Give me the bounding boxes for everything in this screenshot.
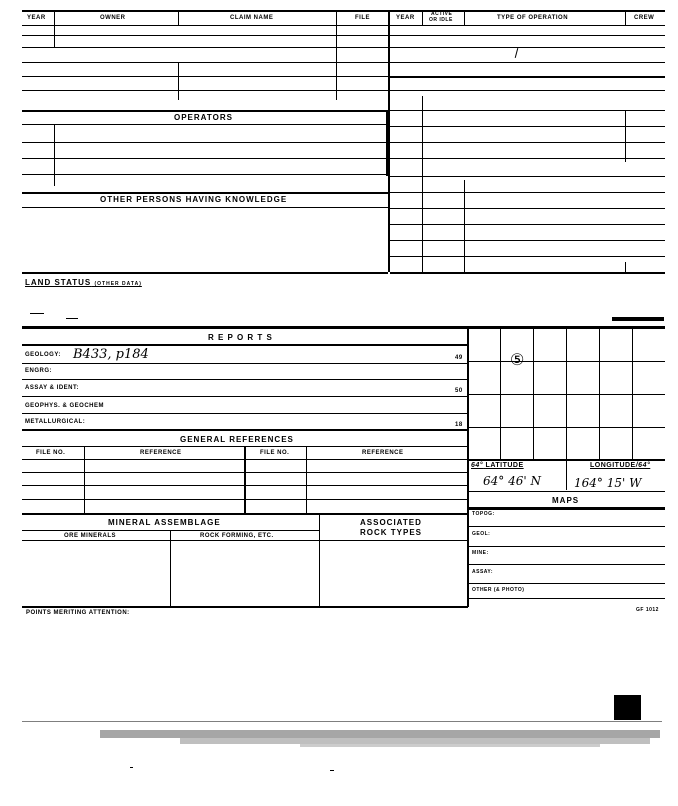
latitude-value: 64° 46' N <box>483 474 541 488</box>
reports-label-geophys: GEOPHYS. & GEOCHEM <box>25 403 105 409</box>
reports-label-geology: GEOLOGY: <box>25 352 61 358</box>
other-persons-title: OTHER PERSONS HAVING KNOWLEDGE <box>100 195 288 204</box>
reports-value-geology: B433, p184 <box>73 347 149 362</box>
maps-row-assay: ASSAY: <box>472 569 494 575</box>
refs-header-file-1: FILE NO. <box>36 450 66 456</box>
column-divider <box>388 10 390 272</box>
latitude-prefix: 64° <box>471 462 484 469</box>
reports-label-metallurgical: METALLURGICAL: <box>25 419 86 425</box>
refs-header-reference-2: REFERENCE <box>362 450 404 456</box>
land-status-sub: (OTHER DATA) <box>94 281 142 287</box>
refs-header-reference-1: REFERENCE <box>140 450 182 456</box>
ops-header-year: YEAR <box>396 15 415 21</box>
associated-rock-types-2: ROCK TYPES <box>360 528 423 537</box>
ops-header-type: TYPE OF OPERATION <box>497 15 569 21</box>
mineral-header-ore: ORE MINERALS <box>64 533 117 539</box>
maps-title: MAPS <box>552 496 580 505</box>
longitude-label-text: LONGITUDE <box>590 462 636 469</box>
associated-rock-types-1: ASSOCIATED <box>360 518 422 527</box>
ops-header-active-1: ACTIVE <box>431 11 453 17</box>
owners-header-file: FILE <box>355 15 370 21</box>
maps-row-topog: TOPOG: <box>472 511 495 517</box>
reports-label-assay: ASSAY & IDENT: <box>25 385 80 391</box>
latitude-label <box>471 462 524 469</box>
longitude-label <box>590 462 650 469</box>
owners-header-year: YEAR <box>27 15 46 21</box>
form-number: GF 1012 <box>636 607 659 613</box>
operators-title: OPERATORS <box>174 113 233 122</box>
reports-title: R E P O R T S <box>208 333 273 342</box>
land-status-title <box>25 278 142 287</box>
reports-label-engrg: ENGRG: <box>25 368 52 374</box>
reports-num-assay: 50 <box>455 388 463 394</box>
land-status-label: LAND STATUS <box>25 278 92 287</box>
ops-header-crew: CREW <box>634 15 655 21</box>
maps-row-mine: MINE: <box>472 550 489 556</box>
mineral-assemblage-title: MINERAL ASSEMBLAGE <box>108 518 221 527</box>
longitude-suffix: /64° <box>635 462 651 469</box>
maps-row-other: OTHER (& PHOTO) <box>472 587 525 593</box>
owners-header-claim-name: CLAIM NAME <box>230 15 274 21</box>
reports-num-geology: 49 <box>455 355 463 361</box>
reports-num-metallurgical: 18 <box>455 422 463 428</box>
mineral-header-rock-forming: ROCK FORMING, ETC. <box>200 533 274 539</box>
points-meriting-attention: POINTS MERITING ATTENTION: <box>26 610 130 616</box>
general-references-title: GENERAL REFERENCES <box>180 435 294 444</box>
ops-header-active-2: OR IDLE <box>429 17 453 23</box>
maps-row-geol: GEOL: <box>472 531 491 537</box>
latitude-label-text: LATITUDE <box>485 462 524 469</box>
refs-header-file-2: FILE NO. <box>260 450 290 456</box>
longitude-value: 164° 15' W <box>574 476 642 490</box>
owners-header-owner: OWNER <box>100 15 126 21</box>
grid-section-mark: ⑤ <box>510 350 525 369</box>
